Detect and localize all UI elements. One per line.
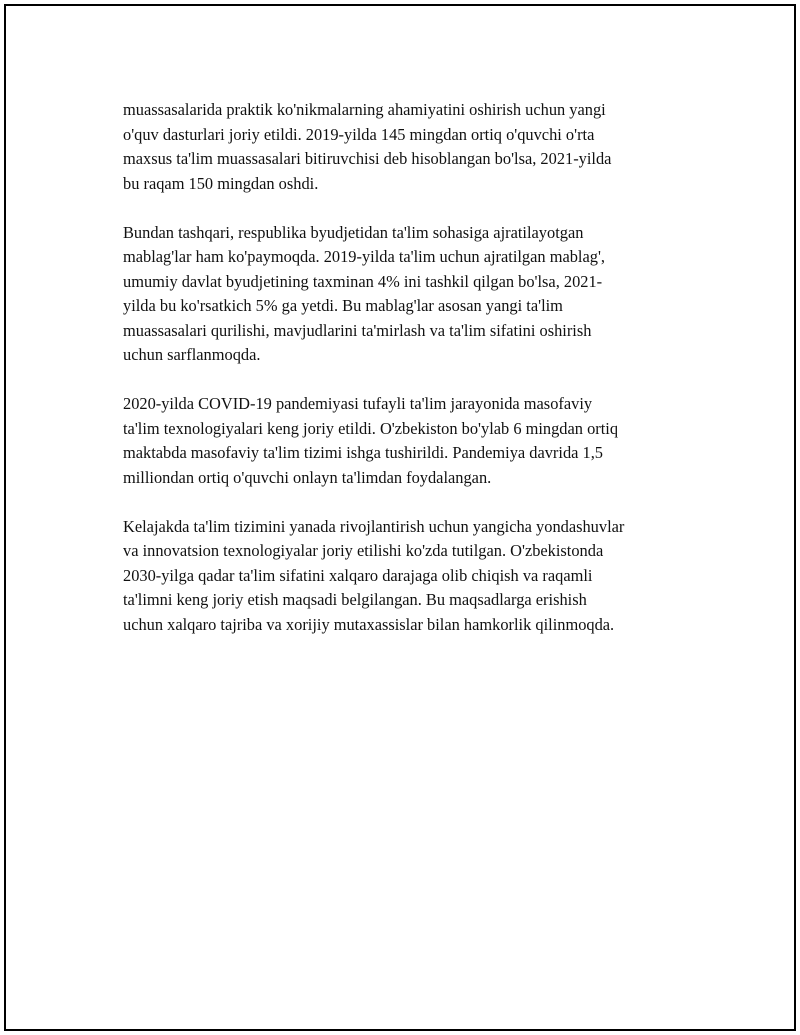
text-line: Bundan tashqari, respublika byudjetidan ta'lim sohasiga ajratilayotgan [123,222,584,242]
document-body [123,98,703,662]
text-line: uchun sarflanmoqda. [123,345,261,364]
paragraph-3 [123,392,703,490]
text-line: bu raqam 150 mingdan oshdi. [123,173,319,193]
text-line: uchun xalqaro tajriba va xorijiy mutaxassislar bilan hamkorlik qilinmoqda. [123,614,615,634]
text-line: 2030-yilga qadar ta'lim sifatini xalqaro darajaga olib chiqish va raqamli [123,565,593,585]
text-line: mablag'lar ham ko'paymoqda. 2019-yilda ta'lim uchun ajratilgan mablag', [123,247,605,266]
text-line: muassasalarida praktik ko'nikmalarning ahamiyatini oshirish uchun yangi [123,100,606,119]
text-line: va innovatsion texnologiyalar joriy etilishi ko'zda tutilgan. O'zbekistonda [123,541,604,560]
text-line: maktabda masofaviy ta'lim tizimi ishga tushirildi. Pandemiya davrida 1,5 [123,443,604,462]
text-line: umumiy davlat byudjetining taxminan 4% ini tashkil qilgan bo'lsa, 2021- [123,271,603,291]
paragraph-1 [123,98,703,196]
text-line: maxsus ta'lim muassasalari bitiruvchisi deb hisoblangan bo'lsa, 2021-yilda [123,149,612,168]
text-line: o'quv dasturlari joriy etildi. 2019-yilda 145 mingdan ortiq o'quvchi o'rta [123,124,595,144]
page-frame [4,4,796,1031]
text-line: yilda bu ko'rsatkich 5% ga yetdi. Bu mablag'lar asosan yangi ta'lim [123,296,563,315]
text-line: ta'lim texnologiyalari keng joriy etildi. O'zbekiston bo'ylab 6 mingdan ortiq [123,418,619,438]
text-line: muassasalari qurilishi, mavjudlarini ta'mirlash va ta'lim sifatini oshirish [123,320,592,340]
text-line: Kelajakda ta'lim tizimini yanada rivojlantirish uchun yangicha yondashuvlar [123,516,625,536]
paragraph-2 [123,221,703,368]
text-line: 2020-yilda COVID-19 pandemiyasi tufayli ta'lim jarayonida masofaviy [123,394,593,413]
text-line: ta'limni keng joriy etish maqsadi belgilangan. Bu maqsadlarga erishish [123,590,587,609]
paragraph-4 [123,515,703,638]
text-line: milliondan ortiq o'quvchi onlayn ta'limdan foydalangan. [123,467,492,487]
